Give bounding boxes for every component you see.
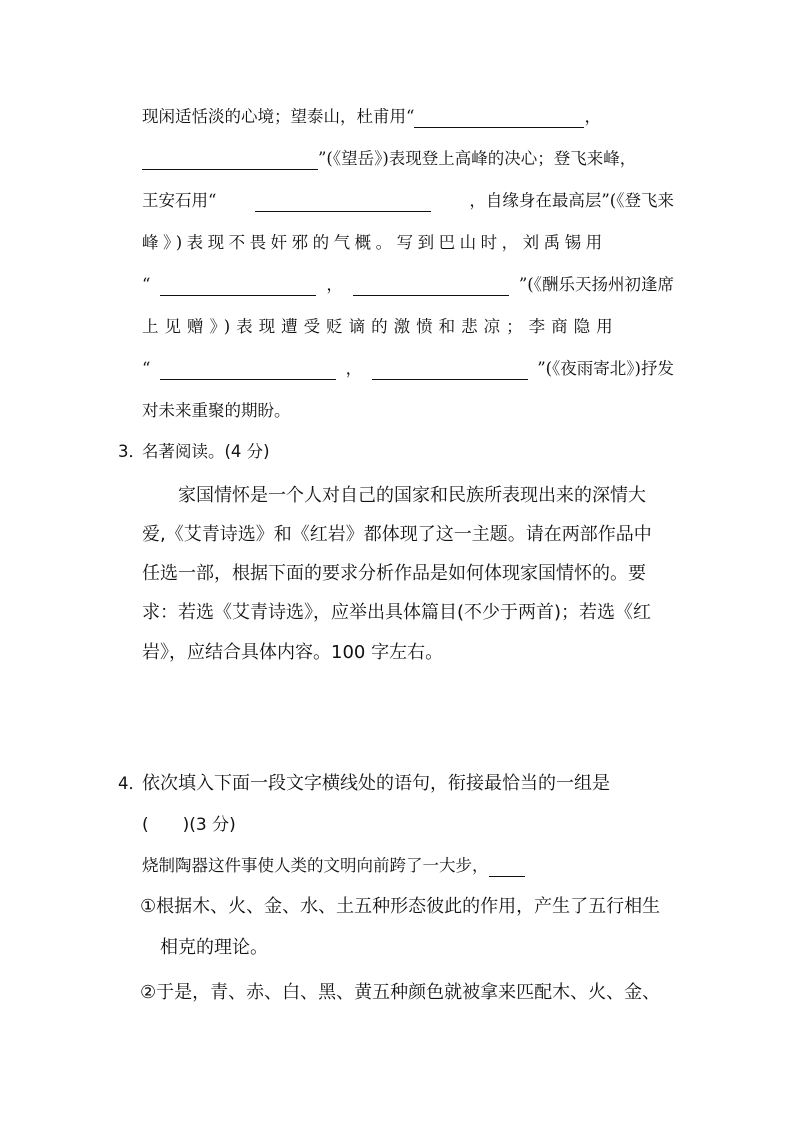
poem-line-2: ”(《望岳》)表现登上高峰的决心；登飞来峰， [142,148,674,170]
poem-line-8: 对未来重聚的期盼。 [142,401,291,420]
poem-line-5: “ ， ”(《酬乐天扬州初逢席 [142,275,674,294]
q3-paragraph-line: 岩》，应结合具体内容。100 字左右。 [142,642,444,663]
fill-blank[interactable] [372,361,528,380]
poem-line-7: “ ， ”(《夜雨寄北》)抒发 [142,359,674,378]
fill-blank[interactable] [414,109,584,128]
fill-blank[interactable] [160,277,316,296]
option-1-line-2: 相克的理论。 [160,937,268,958]
question-number: 3． [118,442,145,461]
fill-blank[interactable] [353,277,509,296]
fill-blank[interactable] [489,858,525,877]
poem-line-3: 王安石用“ ，自缘身在最高层”(《登飞来 [142,191,674,210]
q3-paragraph-line: 求：若选《艾青诗选》，应举出具体篇目(不少于两首)；若选《红 [142,602,652,623]
option-2-line-1: ②于是，青、赤、白、黑、黄五种颜色就被拿来匹配木、火、金、 [140,982,661,1003]
question-title: 依次填入下面一段文字横线处的语句，衔接最恰当的一组是 [142,773,610,794]
option-1-line-1: ①根据木、火、金、水、土五种形态彼此的作用，产生了五行相生 [140,896,661,917]
q3-paragraph-line: 家国情怀是一个人对自己的国家和民族所表现出来的深情大 [178,485,646,506]
poem-line-1: 现闲适恬淡的心境；望泰山，杜甫用“ ， [142,107,601,126]
question-title: 名著阅读。(4 分) [142,442,270,461]
poem-line-4: 峰》)表现不畏奸邪的气概。写到巴山时，刘禹锡用 [142,233,607,252]
question-number: 4． [118,774,145,793]
q4-intro: 烧制陶器这件事使人类的文明向前跨了一大步， [142,855,674,877]
q3-paragraph-line: 任选一部，根据下面的要求分析作品是如何体现家国情怀的。要 [142,563,646,584]
fill-blank[interactable] [142,151,318,170]
fill-blank[interactable] [160,361,336,380]
fill-blank[interactable] [255,193,431,212]
q3-paragraph-line: 爱,《艾青诗选》和《红岩》都体现了这一主题。请在两部作品中 [142,524,652,545]
poem-line-6: 上见赠》)表现遭受贬谪的激愤和悲凉；李商隐用 [142,317,619,336]
answer-bracket[interactable]: ( )(3 分) [142,815,236,835]
